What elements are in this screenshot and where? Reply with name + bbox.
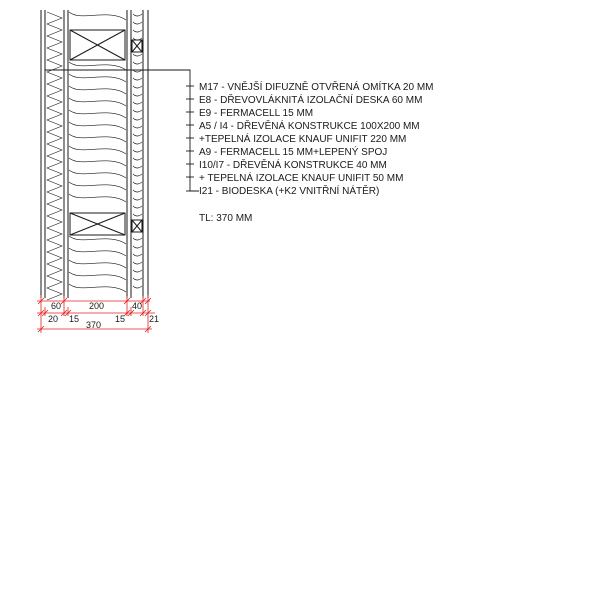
dim-label-total: 370: [86, 320, 102, 330]
legend: [199, 80, 433, 224]
legend-item-i10-insulation: + TEPELNÁ IZOLACE KNAUF UNIFIT 50 MM: [199, 173, 404, 184]
dimension-labels: [48, 301, 159, 330]
legend-item-a9: A9 - FERMACELL 15 MM+LEPENÝ SPOJ: [199, 147, 388, 158]
dim-label-200: 200: [89, 301, 105, 311]
dim-label-15-ext: 15: [69, 314, 80, 324]
legend-item-a5-i4: A5 / I4 - DŘEVĚNÁ KONSTRUKCE 100X200 MM: [199, 121, 420, 132]
timber-stud-lower: [70, 213, 125, 235]
legend-item-i10-i7: I10/I7 - DŘEVĚNÁ KONSTRUKCE 40 MM: [199, 160, 387, 171]
fibreboard-hatch: [47, 12, 62, 300]
dim-label-40: 40: [132, 301, 143, 311]
legend-item-a5-insulation: +TEPELNÁ IZOLACE KNAUF UNIFIT 220 MM: [199, 134, 407, 145]
total-thickness-label: TL: 370 MM: [199, 213, 253, 224]
dim-label-20: 20: [48, 314, 59, 324]
dim-label-15-int: 15: [115, 314, 126, 324]
legend-item-e9: E9 - FERMACELL 15 MM: [199, 108, 314, 119]
legend-item-e8: E8 - DŘEVOVLÁKNITÁ IZOLAČNÍ DESKA 60 MM: [199, 95, 423, 106]
legend-item-m17: M17 - VNĚJŠÍ DIFUZNĚ OTVŘENÁ OMÍTKA 20 MM: [199, 82, 434, 93]
batten-lower: [132, 220, 142, 232]
dim-label-60: 60: [51, 301, 62, 311]
timber-stud-upper: [70, 30, 125, 60]
dim-label-21: 21: [149, 314, 160, 324]
batten-upper: [132, 40, 142, 52]
legend-item-i21: I21 - BIODESKA (+K2 VNITŘNÍ NÁTĚR): [199, 186, 380, 197]
